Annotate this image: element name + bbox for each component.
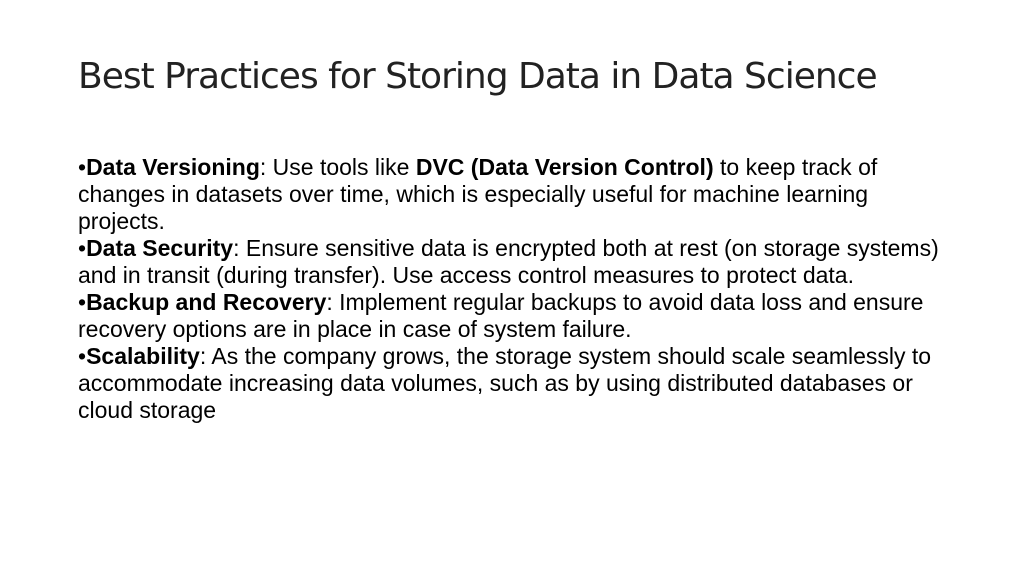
bullet-term: Data Security [86, 235, 234, 261]
bullet-term: Backup and Recovery [86, 289, 327, 315]
bullet-list [78, 154, 958, 424]
bullet-scalability [78, 343, 958, 424]
bullet-data-versioning [78, 154, 958, 235]
bullet-text: : As the company grows, the storage system should scale seamlessly to accommodate increasing data volumes, such as by using distributed databases or cloud storage [78, 343, 932, 423]
bullet-term: Scalability [86, 343, 200, 369]
bullet-mark: • [78, 235, 87, 261]
bullet-mark: • [78, 343, 87, 369]
bullet-backup-and-recovery [78, 289, 958, 343]
slide-title: Best Practices for Storing Data in Data Science [78, 56, 877, 97]
bullet-text: : Use tools like [259, 154, 416, 180]
bullet-mark: • [78, 289, 87, 315]
bullet-text: : Ensure sensitive data is encrypted both at rest (on storage systems) and in transit (during transfer). Use access control measures to protect data. [78, 235, 939, 288]
bullet-term: Data Versioning [86, 154, 260, 180]
bullet-emphasis: DVC (Data Version Control) [415, 154, 714, 180]
bullet-text: to keep track of changes in datasets over time, which is especially useful for machine learning projects. [78, 154, 878, 234]
bullet-text: : Implement regular backups to avoid data loss and ensure recovery options are in place in case of system failure. [78, 289, 924, 342]
bullet-mark: • [78, 154, 87, 180]
bullet-data-security [78, 235, 958, 289]
